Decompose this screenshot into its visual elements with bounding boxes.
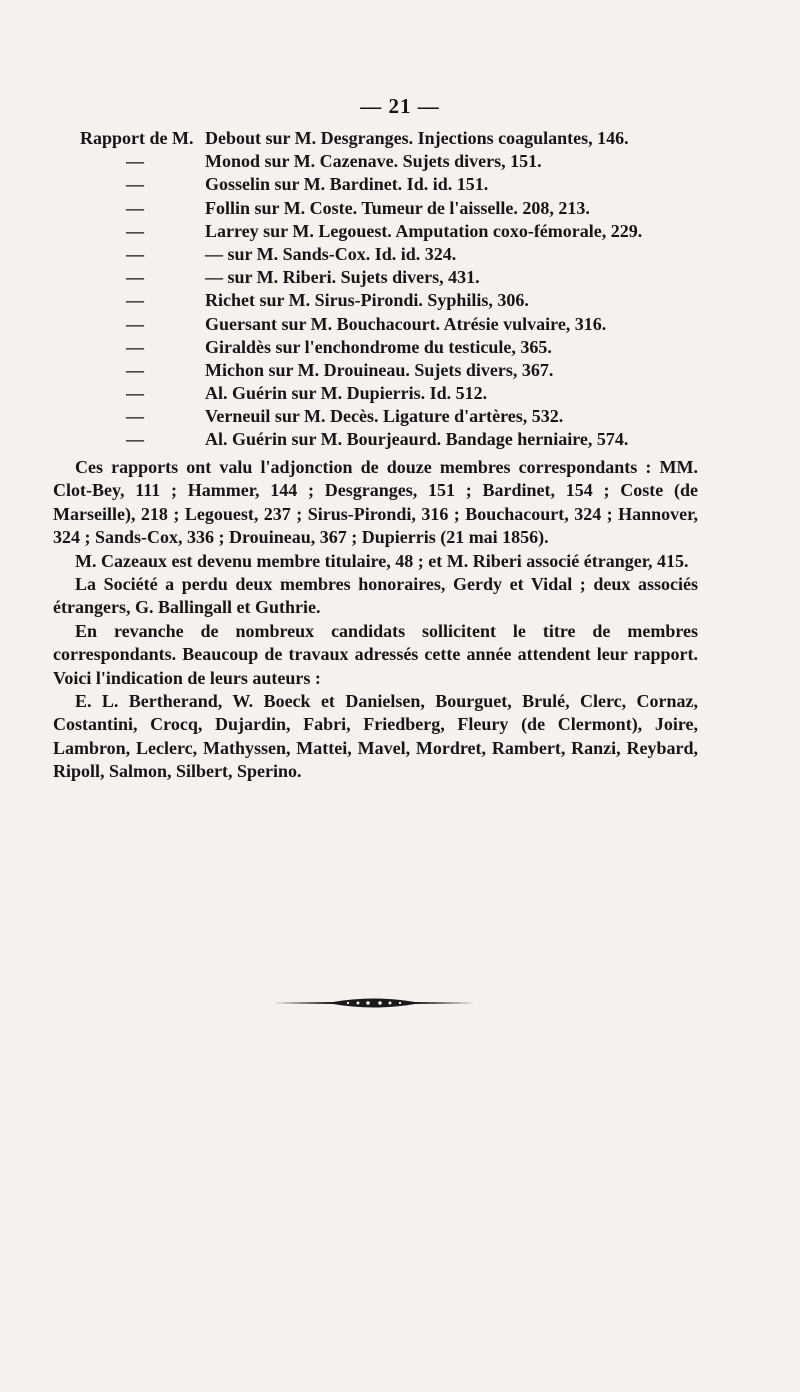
report-dash: —: [126, 359, 144, 380]
report-dash: —: [126, 313, 144, 334]
body-text: [53, 456, 698, 784]
report-dash: —: [126, 336, 144, 357]
paragraph-titular-member: M. Cazeaux est devenu membre titulaire, 48 ; et M. Riberi associé étranger, 415.: [75, 550, 689, 571]
report-text: Larrey sur M. Legouest. Amputation coxo-fémorale, 229.: [205, 220, 643, 241]
report-text: Michon sur M. Drouineau. Sujets divers, 367.: [205, 359, 554, 380]
report-dash: —: [126, 290, 144, 311]
report-row: [80, 359, 720, 382]
report-dash: —: [126, 383, 144, 404]
report-row: [80, 220, 720, 243]
report-text: Follin sur M. Coste. Tumeur de l'aisselle. 208, 213.: [205, 197, 590, 218]
report-text: Giraldès sur l'enchondrome du testicule, 365.: [205, 336, 552, 357]
report-row: [80, 173, 720, 196]
report-dash: —: [126, 174, 144, 195]
report-text: Debout sur M. Desgranges. Injections coagulantes, 146.: [205, 128, 629, 148]
report-lead: Rapport de M.: [80, 128, 194, 148]
report-text: — sur M. Riberi. Sujets divers, 431.: [205, 267, 480, 288]
report-text: Al. Guérin sur M. Dupierris. Id. 512.: [205, 383, 488, 404]
report-text: Monod sur M. Cazenave. Sujets divers, 151.: [205, 151, 542, 172]
report-list: [80, 127, 720, 452]
report-row: [80, 197, 720, 220]
report-row: [80, 289, 720, 312]
report-dash: —: [126, 406, 144, 427]
report-dash: —: [126, 243, 144, 264]
report-row: [80, 428, 720, 451]
report-row: [80, 313, 720, 336]
tailpiece-ornament-icon: [273, 996, 475, 1010]
report-dash: —: [126, 151, 144, 172]
report-dash: —: [126, 267, 144, 288]
paragraph-losses: La Société a perdu deux membres honoraires, Gerdy et Vidal ; deux associés étrangers, G. Ballingall et Guthrie.: [53, 574, 698, 618]
report-row: [80, 405, 720, 428]
report-dash: —: [126, 429, 144, 450]
paragraph-correspondents: Ces rapports ont valu l'adjonction de douze membres correspondants : MM. Clot-Bey, 111 ; Hammer, 144 ; Desgranges, 151 ; Bardinet, 154 ; Coste (de Marseille), 218 ; Legouest, 237 ; Sirus-Pirondi, 316 ; Bouchacourt, 324 ; Hannover, 324 ; Sands-Cox, 336 ; Drouineau, 367 ; Dupierris (21 mai 1856).: [53, 457, 698, 548]
report-dash: —: [126, 197, 144, 218]
report-row: [80, 266, 720, 289]
paragraph-authors: E. L. Bertherand, W. Boeck et Danielsen, Bourguet, Brulé, Clerc, Cornaz, Costantini, Crocq, Dujardin, Fabri, Friedberg, Fleury (de Clermont), Joire, Lambron, Leclerc, Mathyssen, Mattei, Mavel, Mordret, Rambert, Ranzi, Reybard, Ripoll, Salmon, Silbert, Sperino.: [53, 691, 698, 782]
report-dash: —: [126, 220, 144, 241]
report-row: [80, 382, 720, 405]
report-row: [80, 150, 720, 173]
report-text: — sur M. Sands-Cox. Id. id. 324.: [205, 243, 457, 264]
report-row: [80, 127, 720, 150]
report-text: Gosselin sur M. Bardinet. Id. id. 151.: [205, 174, 489, 195]
report-text: Al. Guérin sur M. Bourjeaurd. Bandage herniaire, 574.: [205, 429, 629, 450]
page-number: — 21 —: [360, 94, 440, 118]
report-row: [80, 336, 720, 359]
report-row: [80, 243, 720, 266]
report-text: Guersant sur M. Bouchacourt. Atrésie vulvaire, 316.: [205, 313, 607, 334]
report-text: Verneuil sur M. Decès. Ligature d'artères, 532.: [205, 406, 564, 427]
report-text: Richet sur M. Sirus-Pirondi. Syphilis, 306.: [205, 290, 529, 311]
paragraph-candidates: En revanche de nombreux candidats sollicitent le titre de membres correspondants. Beaucoup de travaux adressés cette année attendent leur rapport. Voici l'indication de leurs auteurs :: [53, 620, 698, 688]
